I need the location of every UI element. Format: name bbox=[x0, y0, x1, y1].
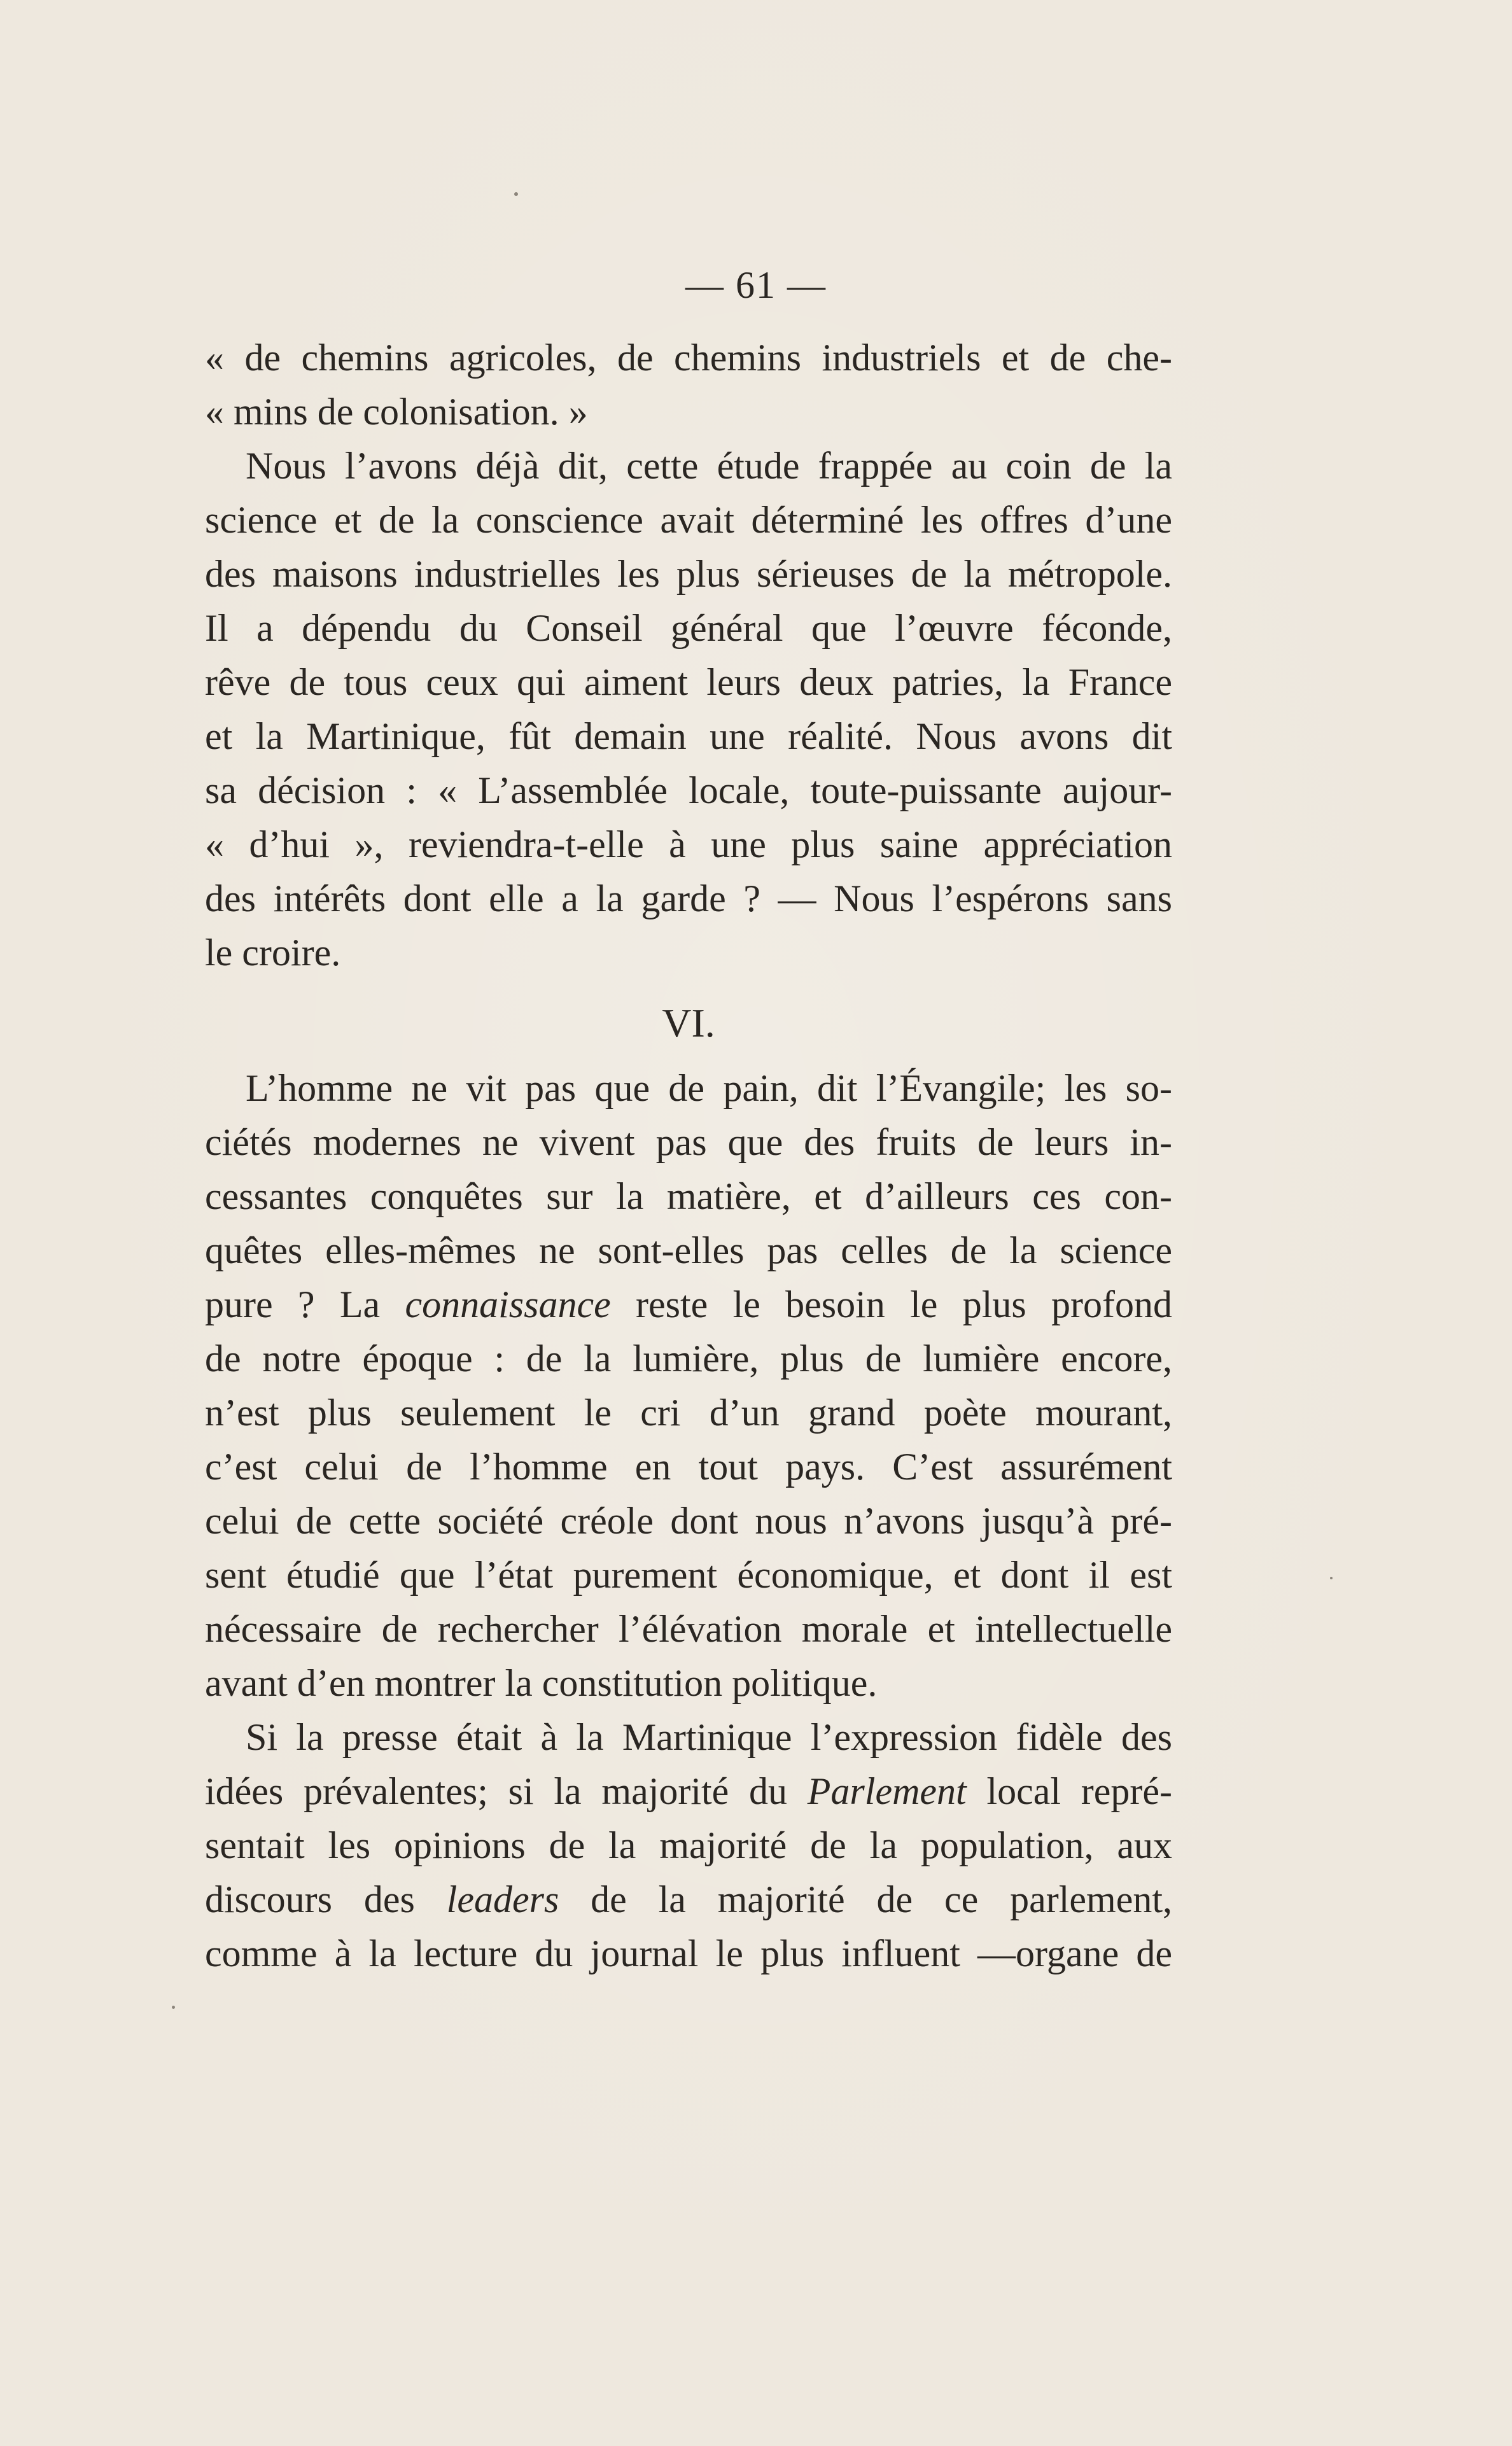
text-line: quêtes elles-mêmes ne sont-elles pas celles de la science bbox=[205, 1229, 1172, 1271]
text-line: des maisons industrielles les plus sérieuses de la métropole. bbox=[205, 553, 1172, 595]
text-line: sentait les opinions de la majorité de la population, aux bbox=[205, 1824, 1172, 1866]
text-line: « de chemins agricoles, de chemins industriels et de che- bbox=[205, 337, 1172, 379]
text-line: avant d’en montrer la constitution politique. bbox=[205, 1662, 878, 1704]
text-line: comme à la lecture du journal le plus influent —organe de bbox=[205, 1932, 1172, 1974]
text-line: cessantes conquêtes sur la matière, et d’ailleurs ces con- bbox=[205, 1175, 1172, 1217]
section-heading: VI. bbox=[662, 1000, 715, 1045]
text-line: sa décision : « L’assemblée locale, toute-puissante aujour- bbox=[205, 769, 1172, 811]
text-line: Nous l’avons déjà dit, cette étude frappée au coin de la bbox=[246, 445, 1172, 487]
text-line: « d’hui », reviendra-t-elle à une plus saine appréciation bbox=[205, 823, 1172, 865]
text-line: rêve de tous ceux qui aiment leurs deux patries, la France bbox=[205, 661, 1172, 703]
text-segment: de la majorité de ce parlement, bbox=[559, 1878, 1172, 1920]
text-segment: idées prévalentes; si la majorité du bbox=[205, 1770, 808, 1812]
text-line: Il a dépendu du Conseil général que l’œuvre féconde, bbox=[205, 607, 1172, 649]
italic-term: leaders bbox=[446, 1878, 559, 1920]
text-line: et la Martinique, fût demain une réalité. Nous avons dit bbox=[205, 715, 1172, 757]
text-line: c’est celui de l’homme en tout pays. C’est assurément bbox=[205, 1446, 1172, 1488]
paper-speck bbox=[514, 192, 518, 196]
paper-speck bbox=[172, 2006, 175, 2009]
text-line: science et de la conscience avait déterminé les offres d’une bbox=[205, 499, 1172, 541]
text-segment: local repré- bbox=[966, 1770, 1172, 1812]
text-line: « mins de colonisation. » bbox=[205, 391, 588, 433]
italic-term: connaissance bbox=[405, 1283, 611, 1325]
text-line: celui de cette société créole dont nous n’avons jusqu’à pré- bbox=[205, 1500, 1172, 1542]
text-segment: reste le besoin le plus profond bbox=[610, 1283, 1172, 1325]
body-text bbox=[205, 331, 1172, 1981]
text-segment: discours des bbox=[205, 1878, 447, 1920]
text-line: sent étudié que l’état purement économique, et dont il est bbox=[205, 1554, 1172, 1596]
text-line: des intérêts dont elle a la garde ? — Nous l’espérons sans bbox=[205, 877, 1172, 919]
text-line: Si la presse était à la Martinique l’expression fidèle des bbox=[246, 1716, 1172, 1758]
italic-term: Parlement bbox=[807, 1770, 967, 1812]
text-line: ciétés modernes ne vivent pas que des fruits de leurs in- bbox=[205, 1121, 1172, 1163]
text-line: nécessaire de rechercher l’élévation morale et intellectuelle bbox=[205, 1608, 1172, 1650]
text-line bbox=[205, 1873, 1172, 1927]
text-segment: pure ? La bbox=[205, 1283, 405, 1325]
page-number: — 61 — bbox=[685, 264, 827, 306]
text-line bbox=[205, 1278, 1172, 1332]
text-line: de notre époque : de la lumière, plus de lumière encore, bbox=[205, 1338, 1172, 1380]
text-line: le croire. bbox=[205, 932, 341, 974]
text-line: L’homme ne vit pas que de pain, dit l’Évangile; les so- bbox=[246, 1067, 1172, 1109]
text-line bbox=[205, 1765, 1172, 1819]
section-spacer bbox=[205, 1055, 1172, 1061]
paper-speck bbox=[1330, 1577, 1333, 1579]
text-line: n’est plus seulement le cri d’un grand poète mourant, bbox=[205, 1392, 1172, 1434]
